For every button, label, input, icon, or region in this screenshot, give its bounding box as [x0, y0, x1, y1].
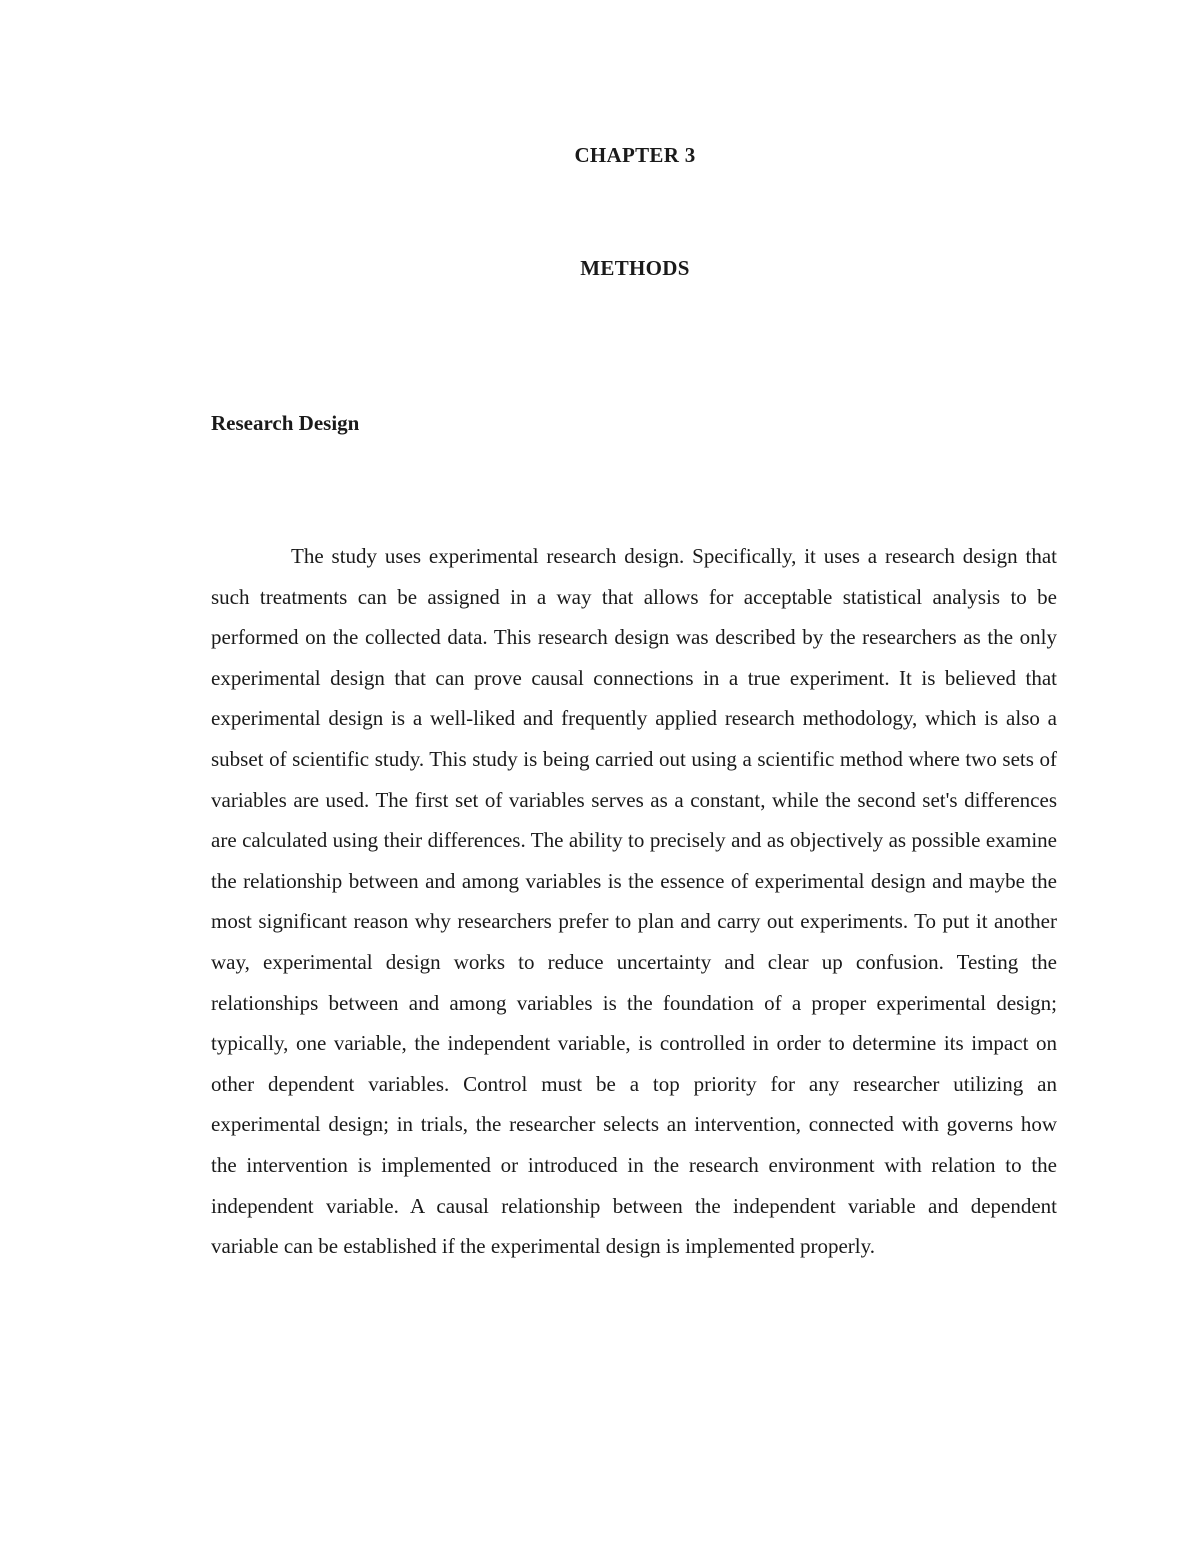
body-paragraph: The study uses experimental research design. Specifically, it uses a research design that such treatments can be assigned in a way that allows for acceptable statistical analysis to be performed on the collected data. This research design was described by the researchers as the only experimental design that can prove causal connections in a true experiment. It is believed that experimental design is a well-liked and frequently applied research methodology, which is also a subset of scientific study. This study is being carried out using a scientific method where two sets of variables are used. The first set of variables serves as a constant, while the second set's differences are calculated using their differences. The ability to precisely and as objectively as possible examine the relationship between and among variables is the essence of experimental design and maybe the most significant reason why researchers prefer to plan and carry out experiments. To put it another way, experimental design works to reduce uncertainty and clear up confusion. Testing the relationships between and among variables is the foundation of a proper experimental design; typically, one variable, the independent variable, is controlled in order to determine its impact on other dependent variables. Control must be a top priority for any researcher utilizing an experimental design; in trials, the researcher selects an intervention, connected with governs how the intervention is implemented or introduced in the research environment with relation to the independent variable. A causal relationship between the independent variable and dependent variable can be established if the experimental design is implemented properly.: [211, 544, 1057, 1259]
chapter-number: CHAPTER 3: [574, 143, 696, 167]
chapter-title: METHODS: [580, 256, 690, 280]
section-heading: Research Design: [211, 411, 360, 435]
